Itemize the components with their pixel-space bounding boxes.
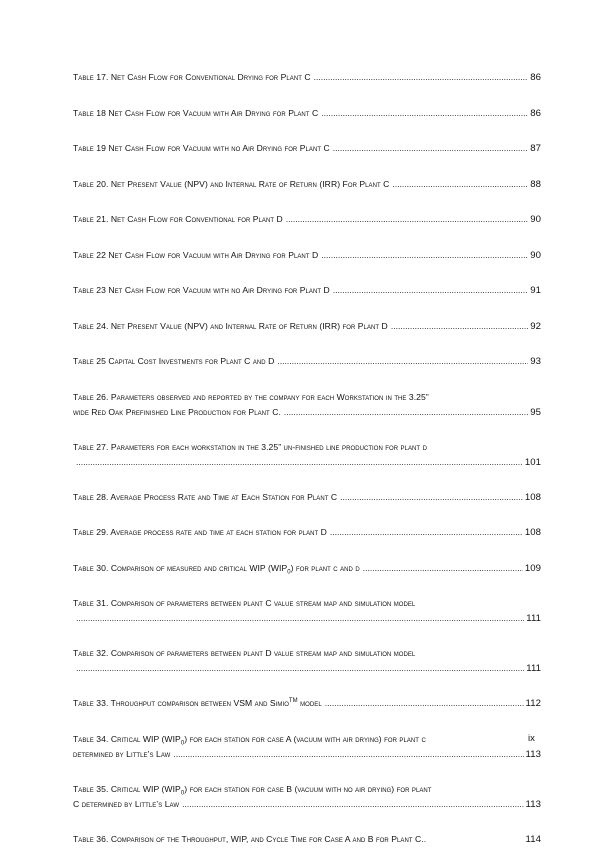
entry-page: 87 (530, 143, 541, 154)
entry-page: 114 (525, 833, 541, 845)
subscript: 0 (180, 740, 185, 747)
entry-page: 112 (525, 698, 541, 709)
toc-entry[interactable] (73, 177, 541, 192)
entry-page: 111 (526, 663, 541, 674)
entry-title-post: ) for each station for case A (vacuum with air drying) for plant c (184, 733, 426, 744)
dot-leader (340, 490, 523, 505)
toc-entry[interactable] (73, 732, 541, 762)
dot-leader (76, 661, 524, 676)
entry-title: Table 25 Capital Cost Investments for Plant C and D (73, 356, 275, 366)
entry-title (73, 696, 322, 711)
entry-title-line2: wide Red Oak Prefinished Line Production for Plant C. (73, 406, 281, 417)
entry-page: 90 (530, 249, 541, 261)
dot-leader (314, 70, 529, 85)
toc-entry[interactable] (73, 390, 541, 420)
list-of-tables (73, 70, 541, 867)
toc-entry[interactable] (73, 646, 541, 676)
entry-page: 113 (525, 798, 541, 810)
toc-entry[interactable] (73, 832, 541, 847)
toc-entry[interactable] (73, 490, 541, 505)
dot-leader (392, 177, 528, 192)
entry-page: 90 (530, 214, 541, 225)
trademark-superscript: TM (288, 698, 298, 705)
dot-leader (76, 455, 523, 470)
dot-leader (284, 405, 528, 420)
entry-page: 101 (524, 456, 541, 468)
entry-title-line1: Table 27. Parameters for each workstation in the 3.25” un-finished line production for plant d (73, 441, 427, 452)
dot-leader (325, 696, 524, 711)
entry-title-line1: Table 32. Comparison of parameters between plant D value stream map and simulation model (73, 648, 416, 658)
entry-page: 93 (530, 356, 541, 367)
dot-leader (321, 248, 528, 263)
entry-page: 108 (524, 491, 541, 503)
entry-title: Table 23 Net Cash Flow for Vacuum with no Air Drying for Plant D (73, 285, 330, 295)
entry-title: Table 22 Net Cash Flow for Vacuum with Air Drying for Plant D (73, 249, 319, 260)
toc-entry[interactable] (73, 319, 541, 334)
toc-entry[interactable] (73, 212, 541, 227)
dot-leader (277, 354, 528, 369)
entry-page: 111 (526, 613, 541, 624)
entry-title (73, 561, 360, 576)
toc-entry[interactable] (73, 440, 541, 470)
dot-leader (286, 212, 528, 227)
entry-title-line1 (73, 732, 541, 747)
toc-entry[interactable] (73, 283, 541, 298)
entry-page: 86 (530, 72, 541, 83)
toc-entry[interactable] (73, 561, 541, 576)
entry-title-line1: Table 31. Comparison of parameters between plant C value stream map and simulation model (73, 598, 416, 608)
entry-title: Table 19 Net Cash Flow for Vacuum with no Air Drying for Plant C (73, 143, 330, 153)
toc-entry[interactable] (73, 354, 541, 369)
dot-leader (182, 797, 523, 812)
toc-entry[interactable] (73, 248, 541, 263)
entry-title: Table 21. Net Cash Flow for Conventional for Plant D (73, 214, 283, 224)
toc-entry[interactable] (73, 106, 541, 121)
entry-title: Table 20. Net Present Value (NPV) and Internal Rate of Return (IRR) For Plant C (73, 178, 390, 189)
entry-title-pre: Table 33. Throughput comparison between VSM and Simio (73, 698, 289, 708)
page-number: ix (528, 733, 535, 744)
entry-title: Table 28. Average Process Rate and Time at Each Station for Plant C (73, 491, 338, 502)
entry-title-post: ) for each station for case B (vacuum with no air drying) for plant (184, 783, 432, 794)
entry-page: 113 (525, 748, 541, 760)
dot-leader (333, 141, 528, 156)
dot-leader (321, 106, 528, 121)
entry-page: 88 (530, 178, 541, 190)
entry-title: Table 29. Average process rate and time at each station for plant D (73, 527, 327, 537)
entry-title: Table 18 Net Cash Flow for Vacuum with Air Drying for Plant C (73, 107, 319, 118)
toc-entry[interactable] (73, 782, 541, 812)
entry-title: Table 24. Net Present Value (NPV) and Internal Rate of Return (IRR) for Plant D (73, 320, 388, 331)
dot-leader (173, 747, 523, 762)
entry-page: 109 (524, 562, 541, 574)
entry-page: 108 (524, 527, 541, 538)
entry-title-post: ) for plant c and d (290, 562, 360, 573)
entry-title: Table 36. Comparison of the Throughput, WIP, and Cycle Time for Case A and B for Plant C.. (73, 833, 427, 844)
entry-title-line1 (73, 782, 541, 797)
toc-entry[interactable] (73, 141, 541, 156)
entry-title-pre: Table 35. Critical WIP (WIP (73, 783, 181, 794)
toc-entry[interactable] (73, 596, 541, 626)
dot-leader (333, 283, 528, 298)
entry-title-line2: C determined by Little’s Law (73, 798, 180, 809)
dot-leader (330, 525, 523, 540)
dot-leader (363, 561, 523, 576)
entry-title: Table 17. Net Cash Flow for Conventional Drying for Plant C (73, 72, 311, 82)
toc-entry[interactable] (73, 525, 541, 540)
entry-title-post: model (297, 698, 322, 708)
dot-leader (391, 319, 528, 334)
entry-page: 91 (530, 285, 541, 296)
entry-title-line2: determined by Little’s Law (73, 748, 171, 759)
entry-title-line1: Table 26. Parameters observed and reported by the company for each Workstation in the 3.25” (73, 391, 429, 402)
subscript: 0 (180, 790, 185, 797)
toc-entry[interactable] (73, 696, 541, 711)
subscript: 0 (287, 569, 291, 576)
entry-page: 92 (530, 320, 541, 332)
entry-title-pre: Table 30. Comparison of measured and critical WIP (WIP (73, 562, 288, 573)
toc-entry[interactable] (73, 70, 541, 85)
entry-page: 95 (530, 406, 541, 418)
entry-page: 86 (530, 107, 541, 119)
entry-title-pre: Table 34. Critical WIP (WIP (73, 733, 181, 744)
dot-leader (76, 611, 524, 626)
